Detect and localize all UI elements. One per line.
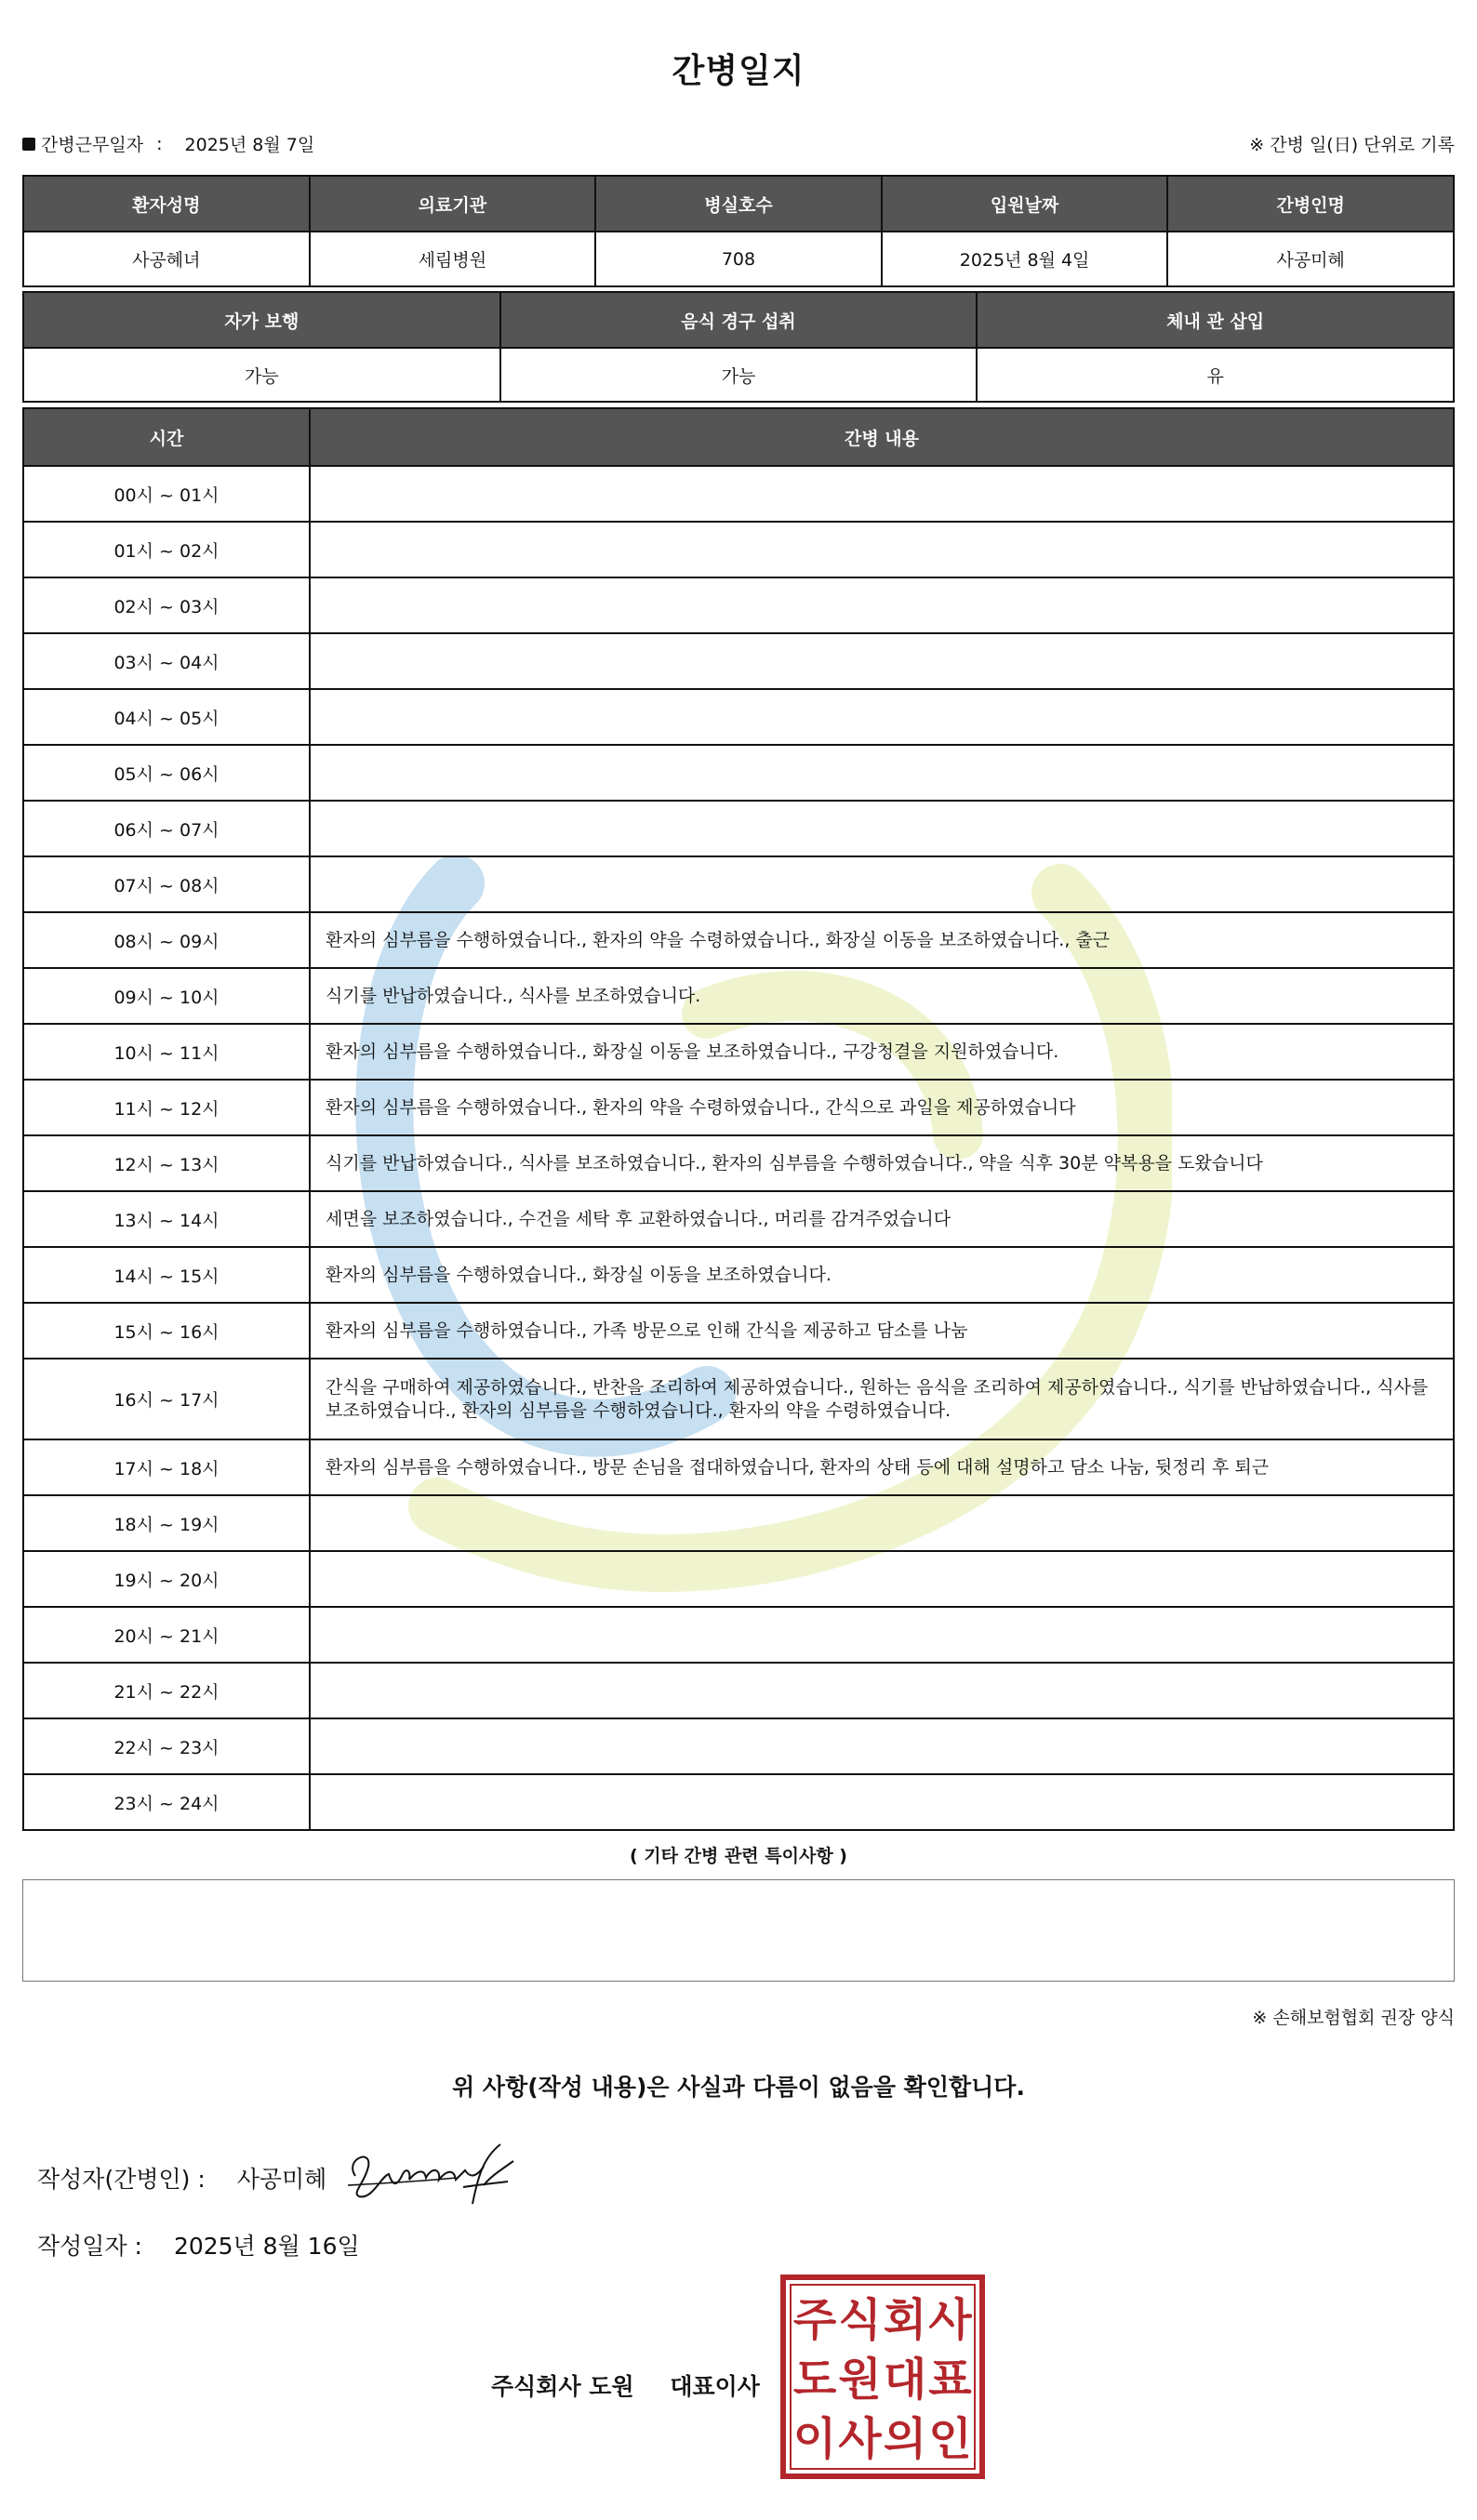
care-log-row	[23, 1024, 1454, 1080]
patient-info-value-row	[23, 232, 1454, 286]
written-date-value: 2025년 8월 16일	[173, 2233, 360, 2260]
seal-character: 원	[838, 2354, 882, 2406]
care-log-content	[310, 689, 1454, 745]
care-log-content: 환자의 심부름을 수행하였습니다., 환자의 약을 수령하였습니다., 화장실 이동을 보조하였습니다., 출근	[310, 912, 1454, 968]
care-log-row	[23, 633, 1454, 689]
care-log-content	[310, 1607, 1454, 1663]
company-representative-title: 대표이사	[670, 2373, 760, 2400]
header-patient-name: 환자성명	[23, 176, 310, 232]
care-log-time: 22시 ~ 23시	[23, 1718, 310, 1774]
notes-box	[22, 1879, 1455, 1982]
hospital: 세림병원	[310, 232, 596, 286]
header-hospital: 의료기관	[310, 176, 596, 232]
care-log-content	[310, 633, 1454, 689]
page-title: 간병일지	[672, 52, 805, 90]
header-time: 시간	[23, 408, 310, 466]
header-walking: 자가 보행	[23, 292, 500, 348]
company-seal	[779, 2274, 986, 2480]
patient-name: 사공혜녀	[23, 232, 310, 286]
care-log-time: 19시 ~ 20시	[23, 1551, 310, 1607]
work-date-separator: :	[156, 133, 163, 154]
writer-label: 작성자(간병인) :	[37, 2166, 206, 2193]
seal-character: 대	[883, 2354, 927, 2406]
care-log-content: 식기를 반납하였습니다., 식사를 보조하였습니다.	[310, 968, 1454, 1024]
care-log-time: 15시 ~ 16시	[23, 1303, 310, 1359]
seal-character: 주	[792, 2294, 837, 2346]
seal-character: 회	[883, 2294, 927, 2346]
care-log-content	[310, 522, 1454, 577]
care-log-row	[23, 745, 1454, 801]
care-log-row	[23, 577, 1454, 633]
care-log-content: 환자의 심부름을 수행하였습니다., 방문 손님을 접대하였습니다, 환자의 상태 등에 대해 설명하고 담소 나눔, 뒷정리 후 퇴근	[310, 1439, 1454, 1495]
care-log-time: 21시 ~ 22시	[23, 1663, 310, 1718]
care-log-header-row	[23, 408, 1454, 466]
care-log-row	[23, 968, 1454, 1024]
care-log-time: 06시 ~ 07시	[23, 801, 310, 856]
seal-character: 사	[838, 2413, 882, 2465]
care-log-row	[23, 689, 1454, 745]
care-log-content	[310, 745, 1454, 801]
care-log-time: 10시 ~ 11시	[23, 1024, 310, 1080]
care-log-time: 14시 ~ 15시	[23, 1247, 310, 1303]
care-log-row	[23, 801, 1454, 856]
care-log-row	[23, 1774, 1454, 1830]
care-log-row	[23, 522, 1454, 577]
work-date	[22, 131, 314, 156]
header-admission-date: 입원날짜	[882, 176, 1168, 232]
care-log-content	[310, 466, 1454, 522]
patient-info-table	[22, 175, 1455, 287]
seal-character: 이	[792, 2413, 837, 2465]
confirmation-statement: 위 사항(작성 내용)은 사실과 다름이 없음을 확인합니다.	[452, 2074, 1025, 2101]
care-log-content: 간식을 구매하여 제공하였습니다., 반찬을 조리하여 제공하였습니다., 원하는 음식을 조리하여 제공하였습니다., 식기를 반납하였습니다., 식사를 보조하였습니다., 환자의 심부름을 수행하였습니다., 환자의 약을 수령하였습니다.	[310, 1359, 1454, 1439]
bullet-square-icon	[22, 138, 35, 151]
care-log-row	[23, 1607, 1454, 1663]
care-log-time: 17시 ~ 18시	[23, 1439, 310, 1495]
care-log-time: 16시 ~ 17시	[23, 1359, 310, 1439]
care-log-time: 04시 ~ 05시	[23, 689, 310, 745]
care-log-content	[310, 1718, 1454, 1774]
writer-line	[37, 2161, 326, 2195]
header-oral-intake: 음식 경구 섭취	[500, 292, 978, 348]
care-log-time: 23시 ~ 24시	[23, 1774, 310, 1830]
admission-date: 2025년 8월 4일	[882, 232, 1168, 286]
writer-name: 사공미혜	[236, 2166, 327, 2193]
seal-character: 표	[928, 2354, 972, 2406]
company-line	[491, 2368, 760, 2402]
signature	[344, 2139, 521, 2213]
care-log-table	[22, 407, 1455, 1831]
care-log-time: 09시 ~ 10시	[23, 968, 310, 1024]
walking-status: 가능	[23, 348, 500, 402]
care-log-content	[310, 856, 1454, 912]
care-log-time: 00시 ~ 01시	[23, 466, 310, 522]
care-log-row	[23, 1439, 1454, 1495]
written-date-label: 작성일자 :	[37, 2233, 142, 2260]
oral-intake-status: 가능	[500, 348, 978, 402]
care-log-row	[23, 1495, 1454, 1551]
unit-note: ※ 간병 일(日) 단위로 기록	[1249, 135, 1455, 155]
form-footnote: ※ 손해보험협회 권장 양식	[1252, 2008, 1455, 2028]
care-log-row	[23, 1247, 1454, 1303]
seal-character: 사	[928, 2294, 972, 2346]
header-care-content: 간병 내용	[310, 408, 1454, 466]
seal-character: 의	[883, 2413, 927, 2465]
care-log-row	[23, 1303, 1454, 1359]
care-log-time: 20시 ~ 21시	[23, 1607, 310, 1663]
care-log-time: 01시 ~ 02시	[23, 522, 310, 577]
care-log-content: 환자의 심부름을 수행하였습니다., 화장실 이동을 보조하였습니다.	[310, 1247, 1454, 1303]
care-log-row	[23, 1135, 1454, 1191]
care-log-content	[310, 577, 1454, 633]
care-log-row	[23, 1551, 1454, 1607]
seal-character: 식	[838, 2294, 882, 2346]
care-log-time: 18시 ~ 19시	[23, 1495, 310, 1551]
care-log-row	[23, 1663, 1454, 1718]
care-log-content	[310, 1663, 1454, 1718]
care-log-content	[310, 1551, 1454, 1607]
care-log-content: 환자의 심부름을 수행하였습니다., 환자의 약을 수령하였습니다., 간식으로 과일을 제공하였습니다	[310, 1080, 1454, 1135]
patient-status-header-row	[23, 292, 1454, 348]
care-log-content	[310, 801, 1454, 856]
care-log-content: 환자의 심부름을 수행하였습니다., 화장실 이동을 보조하였습니다., 구강청결을 지원하였습니다.	[310, 1024, 1454, 1080]
care-log-time: 12시 ~ 13시	[23, 1135, 310, 1191]
care-log-time: 05시 ~ 06시	[23, 745, 310, 801]
written-date-line	[37, 2228, 360, 2261]
care-log-content	[310, 1495, 1454, 1551]
seal-character: 도	[792, 2354, 837, 2406]
room-number: 708	[595, 232, 882, 286]
notes-title: ( 기타 간병 관련 특이사항 )	[630, 1846, 847, 1866]
care-log-content: 환자의 심부름을 수행하였습니다., 가족 방문으로 인해 간식을 제공하고 담소를 나눔	[310, 1303, 1454, 1359]
care-log-row	[23, 1359, 1454, 1439]
tube-insertion-status: 유	[977, 348, 1454, 402]
care-log-row	[23, 1080, 1454, 1135]
care-log-row	[23, 1718, 1454, 1774]
header-room-number: 병실호수	[595, 176, 882, 232]
care-log-time: 13시 ~ 14시	[23, 1191, 310, 1247]
care-log-time: 08시 ~ 09시	[23, 912, 310, 968]
care-log-row	[23, 1191, 1454, 1247]
work-date-label: 간병근무일자	[41, 135, 144, 155]
care-log-content: 식기를 반납하였습니다., 식사를 보조하였습니다., 환자의 심부름을 수행하였습니다., 약을 식후 30분 약복용을 도왔습니다	[310, 1135, 1454, 1191]
work-date-value: 2025년 8월 7일	[184, 135, 315, 155]
patient-status-table	[22, 291, 1455, 403]
care-log-time: 02시 ~ 03시	[23, 577, 310, 633]
header-tube-insertion: 체내 관 삽입	[977, 292, 1454, 348]
care-log-row	[23, 912, 1454, 968]
care-log-content: 세면을 보조하였습니다., 수건을 세탁 후 교환하였습니다., 머리를 감겨주었습니다	[310, 1191, 1454, 1247]
care-log-row	[23, 856, 1454, 912]
patient-info-header-row	[23, 176, 1454, 232]
care-log-time: 03시 ~ 04시	[23, 633, 310, 689]
care-log-row	[23, 466, 1454, 522]
care-log-content	[310, 1774, 1454, 1830]
caregiver-name: 사공미혜	[1167, 232, 1454, 286]
care-log-body	[23, 466, 1454, 1830]
patient-status-value-row	[23, 348, 1454, 402]
company-name: 주식회사 도원	[491, 2373, 634, 2400]
header-caregiver-name: 간병인명	[1167, 176, 1454, 232]
care-log-time: 11시 ~ 12시	[23, 1080, 310, 1135]
seal-character: 인	[928, 2413, 972, 2465]
care-log-time: 07시 ~ 08시	[23, 856, 310, 912]
